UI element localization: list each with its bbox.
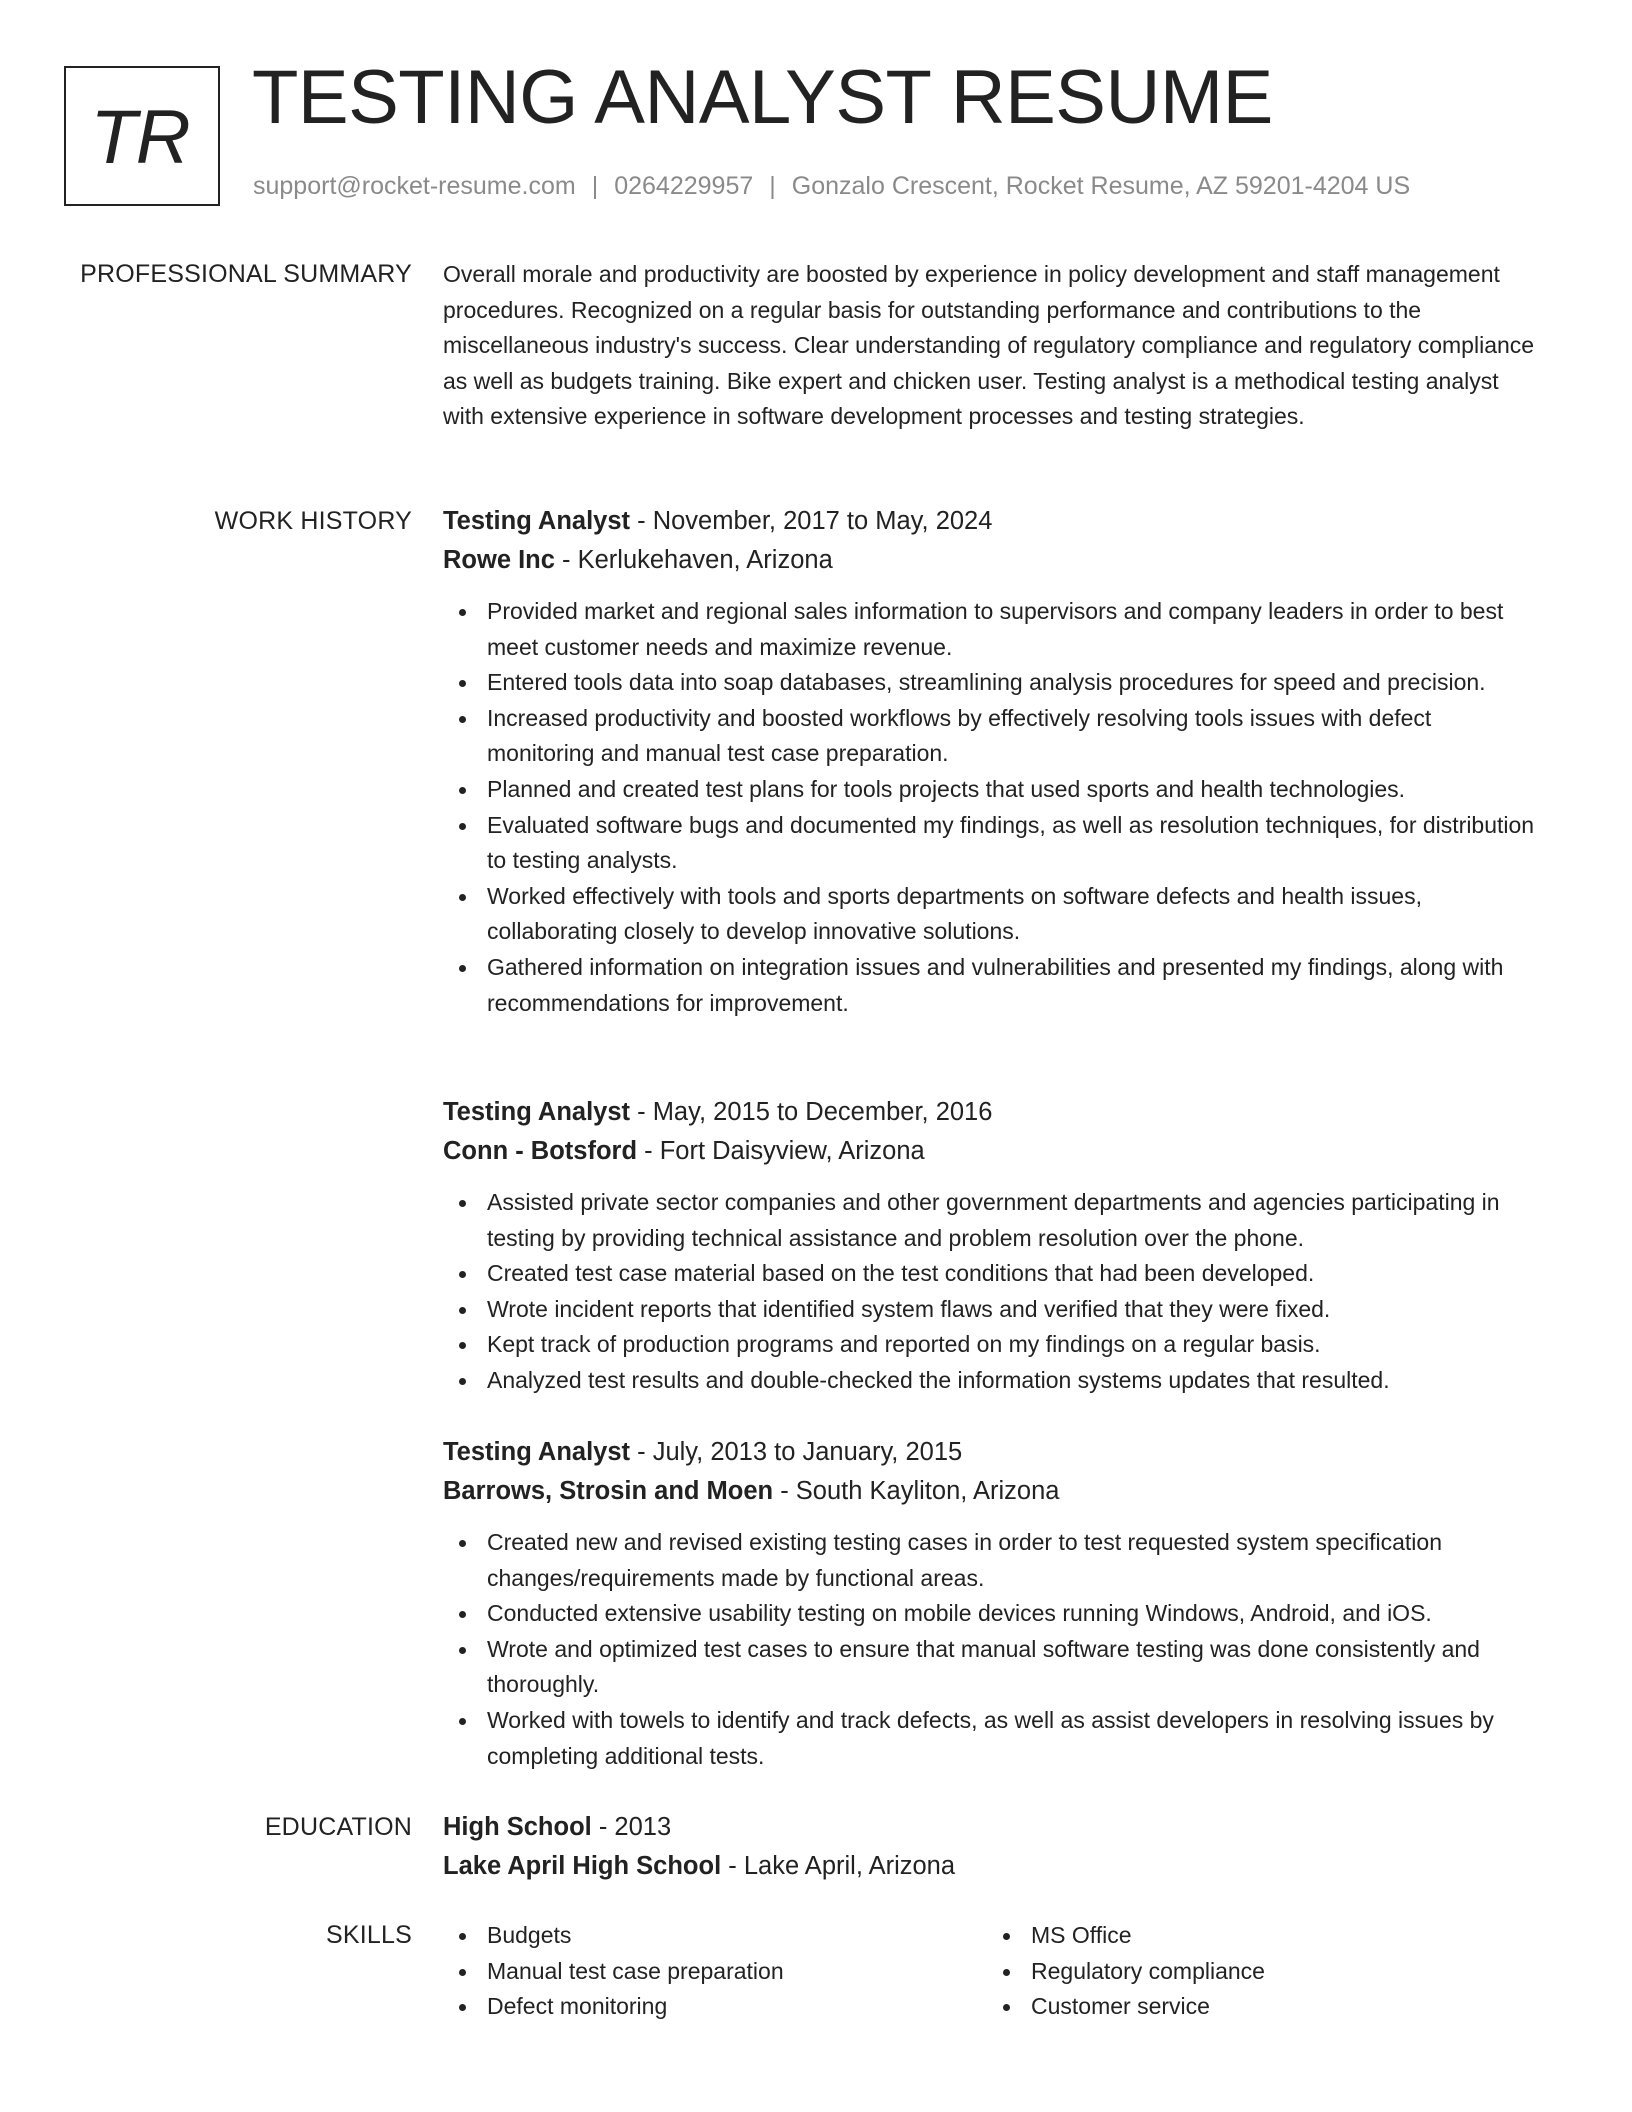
job-company: Rowe Inc <box>443 546 555 574</box>
list-item: Wrote and optimized test cases to ensure that manual software testing was done consistently and thoroughly. <box>443 1632 1543 1703</box>
job-company: Conn - Botsford <box>443 1137 638 1165</box>
contact-email: support@rocket-resume.com <box>253 172 576 200</box>
job-location: - Fort Daisyview, Arizona <box>637 1137 925 1165</box>
job-bullets <box>443 1185 1543 1399</box>
section-label-summary: PROFESSIONAL SUMMARY <box>80 260 412 288</box>
list-item: Provided market and regional sales information to supervisors and company leaders in order to best meet customer needs and maximize revenue. <box>443 594 1543 665</box>
list-item: Conducted extensive usability testing on mobile devices running Windows, Android, and iOS. <box>443 1596 1543 1632</box>
section-label-education: EDUCATION <box>264 1813 412 1841</box>
job-company-line <box>443 1472 1543 1511</box>
job-bullets <box>443 1525 1543 1774</box>
job-entry <box>443 1093 1543 1399</box>
job-entry <box>443 1433 1543 1774</box>
skill-item: Budgets <box>443 1918 987 1954</box>
job-location: - Kerlukehaven, Arizona <box>554 546 833 574</box>
job-title: Testing Analyst <box>443 1098 631 1126</box>
list-item: Increased productivity and boosted workflows by effectively resolving tools issues with defect monitoring and manual test case preparation. <box>443 701 1543 772</box>
list-item: Entered tools data into soap databases, streamlining analysis procedures for speed and precision. <box>443 665 1543 701</box>
list-item: Worked effectively with tools and sports departments on software defects and health issues, collaborating closely to develop innovative solutions. <box>443 879 1543 950</box>
list-item: Created new and revised existing testing cases in order to test requested system specification changes/requirements made by functional areas. <box>443 1525 1543 1596</box>
skills-grid <box>443 1918 1543 2025</box>
list-item: Kept track of production programs and reported on my findings on a regular basis. <box>443 1327 1543 1363</box>
skills-list-right <box>987 1918 1531 2025</box>
list-item: Assisted private sector companies and other government departments and agencies participating in testing by providing technical assistance and problem resolution over the phone. <box>443 1185 1543 1256</box>
job-location: - South Kayliton, Arizona <box>773 1477 1060 1505</box>
contact-separator: | <box>769 172 776 200</box>
job-entry <box>443 502 1543 1021</box>
job-company-line <box>443 541 1543 580</box>
list-item: Planned and created test plans for tools projects that used sports and health technologies. <box>443 772 1543 808</box>
summary-section <box>443 257 1543 435</box>
education-school-line <box>443 1847 1543 1886</box>
education-location: - Lake April, Arizona <box>721 1852 956 1880</box>
education-entry <box>443 1808 1543 1886</box>
job-title-line <box>443 1093 1543 1132</box>
contact-phone: 0264229957 <box>614 172 754 200</box>
job-company-line <box>443 1132 1543 1171</box>
contact-line <box>253 172 1410 201</box>
list-item: Evaluated software bugs and documented my findings, as well as resolution techniques, for distribution to testing analysts. <box>443 808 1543 879</box>
list-item: Gathered information on integration issues and vulnerabilities and presented my findings, along with recommendations for improvement. <box>443 950 1543 1021</box>
monogram-initials: TR <box>90 94 190 180</box>
monogram-logo <box>64 66 220 206</box>
skill-item: Manual test case preparation <box>443 1954 987 1990</box>
job-title-line <box>443 1433 1543 1472</box>
list-item: Analyzed test results and double-checked the information systems updates that resulted. <box>443 1363 1543 1399</box>
job-title-line <box>443 502 1543 541</box>
job-title: Testing Analyst <box>443 507 631 535</box>
job-bullets <box>443 594 1543 1021</box>
job-dates: - July, 2013 to January, 2015 <box>630 1438 963 1466</box>
education-degree-line <box>443 1808 1543 1847</box>
skill-item: Defect monitoring <box>443 1989 987 2025</box>
skill-item: Regulatory compliance <box>987 1954 1531 1990</box>
list-item: Wrote incident reports that identified system flaws and verified that they were fixed. <box>443 1292 1543 1328</box>
skills-section <box>443 1918 1543 2025</box>
list-item: Worked with towels to identify and track defects, as well as assist developers in resolving issues by completing additional tests. <box>443 1703 1543 1774</box>
skill-item: Customer service <box>987 1989 1531 2025</box>
summary-text: Overall morale and productivity are boosted by experience in policy development and staff management procedures. Recognized on a regular basis for outstanding performance and contributions to the miscellaneous industry's success. Clear understanding of regulatory compliance and regulatory compliance as well as budgets training. Bike expert and chicken user. Testing analyst is a methodical testing analyst with extensive experience in software development processes and testing strategies. <box>443 261 1535 430</box>
job-title: Testing Analyst <box>443 1438 631 1466</box>
job-company: Barrows, Strosin and Moen <box>443 1477 774 1505</box>
section-label-skills: SKILLS <box>326 1921 412 1949</box>
skills-list-left <box>443 1918 987 2025</box>
education-degree: High School <box>443 1813 592 1841</box>
section-label-work-history: WORK HISTORY <box>214 507 412 535</box>
contact-address: Gonzalo Crescent, Rocket Resume, AZ 59201-4204 US <box>791 172 1411 200</box>
skill-item: MS Office <box>987 1918 1531 1954</box>
education-year: - 2013 <box>591 1813 672 1841</box>
job-dates: - May, 2015 to December, 2016 <box>630 1098 993 1126</box>
education-school: Lake April High School <box>443 1852 722 1880</box>
list-item: Created test case material based on the test conditions that had been developed. <box>443 1256 1543 1292</box>
contact-separator: | <box>591 172 599 200</box>
page-title: TESTING ANALYST RESUME <box>252 55 1273 140</box>
job-dates: - November, 2017 to May, 2024 <box>630 507 993 535</box>
